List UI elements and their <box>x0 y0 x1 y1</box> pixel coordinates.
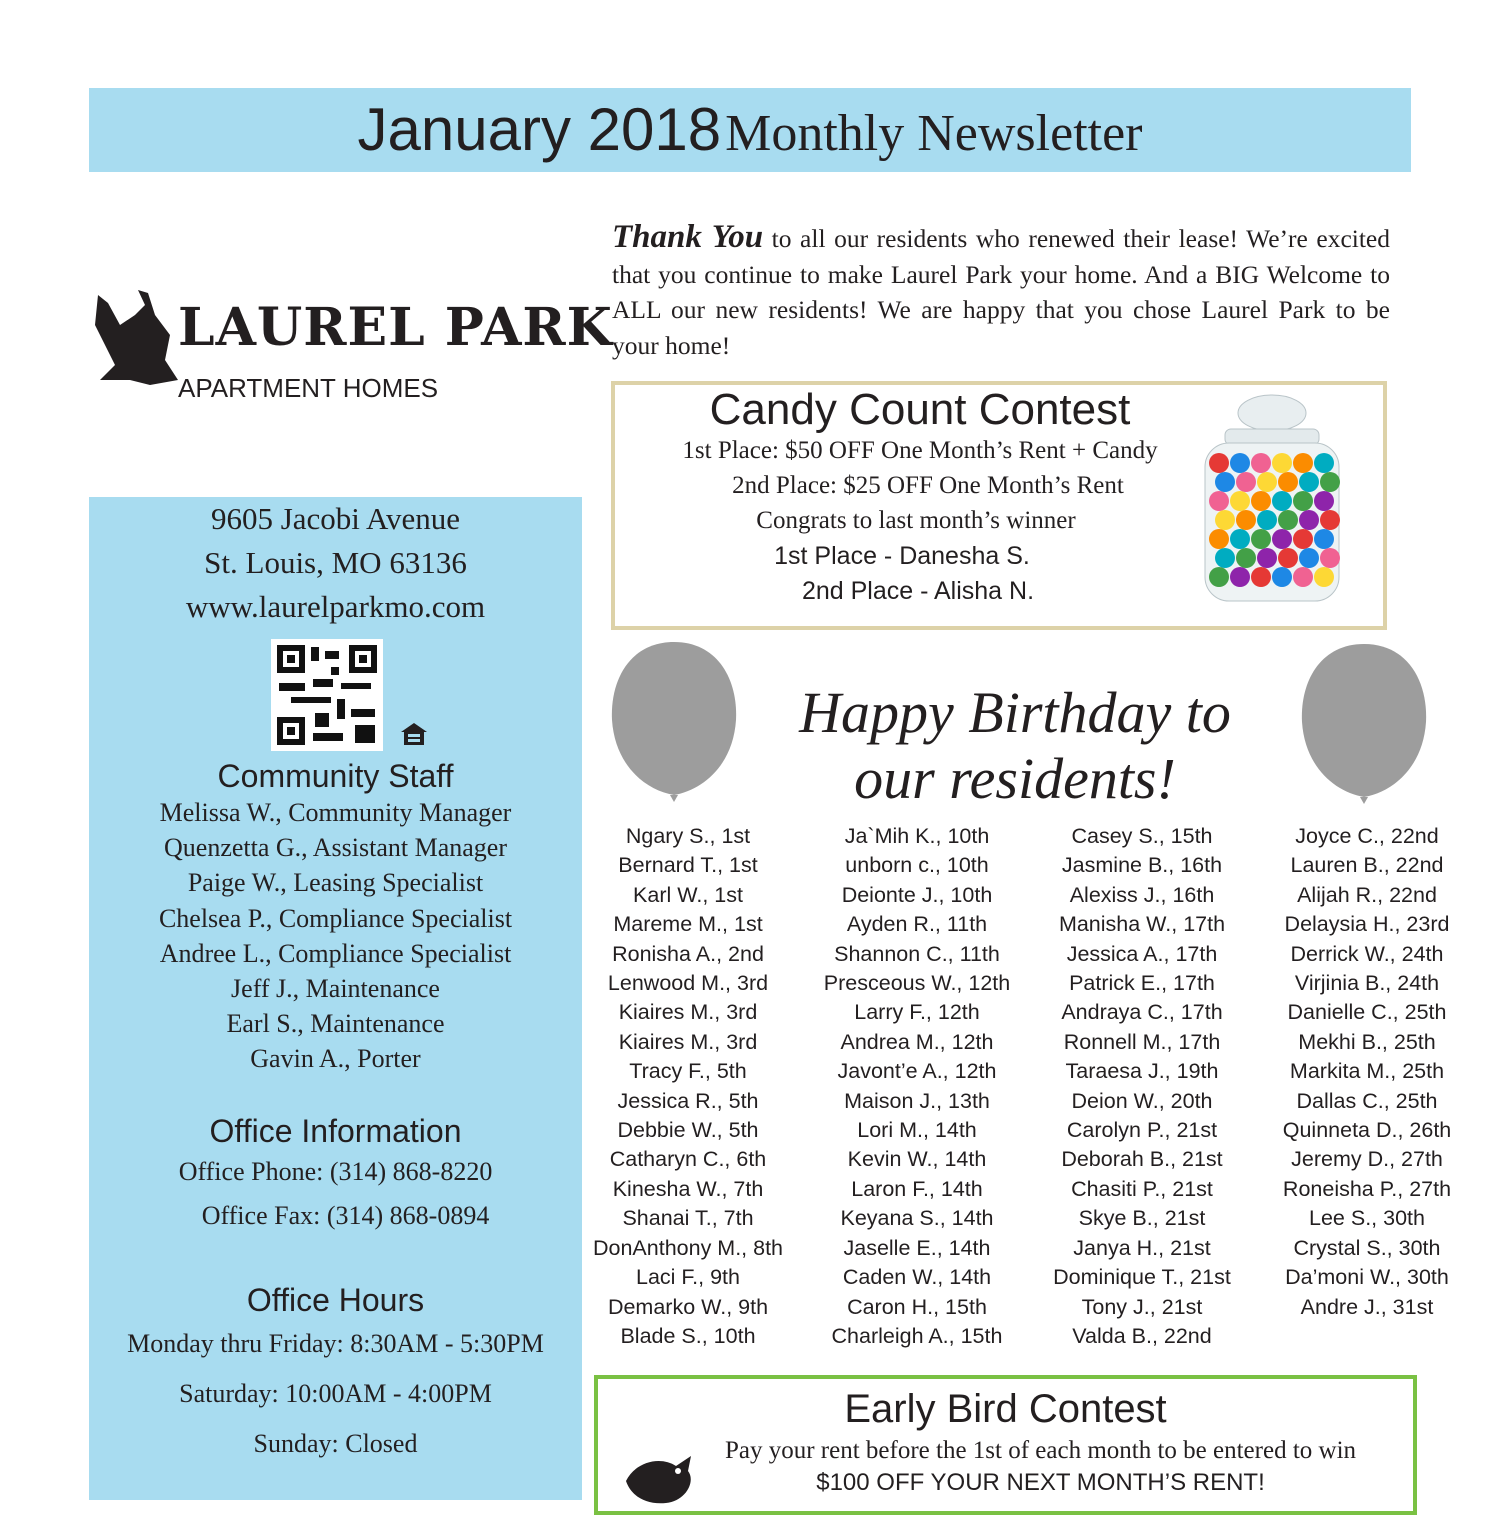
intro-text: to all our residents who renewed their lease! We’re excited that you continue to make Laurel Park your home. And a BIG Welcome to ALL our new residents! We are happy that you chose Laurel Park to be your home! <box>612 224 1391 360</box>
gumball <box>1293 491 1313 511</box>
early-bird-box <box>594 1375 1417 1515</box>
newsletter-header <box>89 88 1411 172</box>
staff-member: Chelsea P., Compliance Specialist <box>158 903 513 933</box>
qr-code-icon <box>271 639 383 751</box>
gumball <box>1293 453 1313 473</box>
birthday-entry: Shanai T., 7th <box>622 1206 754 1231</box>
birthday-entry: Skye B., 21st <box>1078 1206 1206 1231</box>
birthday-entry: Laci F., 9th <box>636 1265 740 1290</box>
birthday-entry: Delaysia H., 23rd <box>1284 912 1450 937</box>
birthday-line-2: our residents! <box>854 746 1176 811</box>
staff-member: Melissa W., Community Manager <box>159 798 512 827</box>
gumball <box>1251 453 1271 473</box>
gumball <box>1272 453 1292 473</box>
birthday-entry: Jasmine B., 16th <box>1061 853 1223 878</box>
birthday-entry: Jessica A., 17th <box>1066 941 1218 966</box>
birthday-entry: Mareme M., 1st <box>613 912 763 937</box>
birthday-entry: Debbie W., 5th <box>617 1118 759 1143</box>
gumball <box>1299 510 1319 530</box>
birthday-entry: Derrick W., 24th <box>1290 941 1444 966</box>
hours-heading: Office Hours <box>246 1281 425 1318</box>
gumball <box>1251 567 1271 587</box>
birthday-entry: Jessica R., 5th <box>617 1088 759 1113</box>
staff-member: Paige W., Leasing Specialist <box>187 868 484 898</box>
gumball <box>1293 529 1313 549</box>
birthday-entry: Lee S., 30th <box>1309 1206 1425 1231</box>
staff-member: Jeff J., Maintenance <box>231 974 440 1004</box>
candy-contest-box <box>611 381 1387 630</box>
birthday-entry: Dallas C., 25th <box>1296 1088 1438 1113</box>
birthday-column-3 <box>1022 822 1262 1351</box>
birthday-entry: Maison J., 13th <box>844 1088 990 1113</box>
title-sub: Monthly Newsletter <box>725 105 1143 162</box>
birthday-column-4 <box>1247 822 1487 1322</box>
hours-weekday: Monday thru Friday: 8:30AM - 5:30PM <box>127 1328 544 1358</box>
gumball <box>1236 510 1256 530</box>
equal-housing-icon <box>399 721 429 747</box>
office-fax: Office Fax: (314) 868-0894 <box>201 1200 490 1230</box>
birthday-entry: Deionte J., 10th <box>841 882 993 907</box>
birthday-column-2 <box>797 822 1037 1351</box>
birthday-entry: Ngary S., 1st <box>625 824 751 848</box>
gumball <box>1278 510 1298 530</box>
gumball <box>1230 491 1250 511</box>
birthday-entry: Tony J., 21st <box>1081 1294 1203 1319</box>
staff-heading: Community Staff <box>217 758 454 794</box>
birthday-entry: Dominique T., 21st <box>1053 1265 1231 1290</box>
gumball <box>1209 567 1229 587</box>
gumball <box>1236 472 1256 492</box>
birthday-entry: Kiaires M., 3rd <box>618 1000 758 1025</box>
gumball <box>1278 472 1298 492</box>
birthday-entry: Valda B., 22nd <box>1072 1323 1212 1348</box>
gumball <box>1215 548 1235 568</box>
candy-title: Candy Count Contest <box>709 385 1131 434</box>
birthday-entry: Markita M., 25th <box>1289 1059 1445 1084</box>
logo-name: LAUREL PARK <box>178 297 613 358</box>
gumball <box>1320 472 1340 492</box>
gumball <box>1209 453 1229 473</box>
hours-sunday: Sunday: Closed <box>253 1428 418 1458</box>
birthday-entry: Virjinia B., 24th <box>1294 971 1440 996</box>
qr-row <box>89 639 582 754</box>
candy-second-prize: 2nd Place: $25 OFF One Month’s Rent <box>732 472 1124 499</box>
birthday-entry: Tracy F., 5th <box>629 1059 747 1084</box>
birthday-entry: Patrick E., 17th <box>1069 971 1215 996</box>
birthday-entry: Alexiss J., 16th <box>1069 882 1215 907</box>
birthday-entry: Jeremy D., 27th <box>1291 1147 1443 1172</box>
intro-paragraph <box>612 220 1390 363</box>
horse-rider-icon <box>90 285 180 395</box>
birthday-line-1: Happy Birthday to <box>799 680 1231 745</box>
birthday-entry: Blade S., 10th <box>620 1323 756 1348</box>
gumball <box>1230 453 1250 473</box>
birthday-entry: Janya H., 21st <box>1073 1235 1211 1260</box>
birthday-entry: Deion W., 20th <box>1071 1088 1213 1113</box>
birthday-entry: Roneisha P., 27th <box>1282 1176 1452 1201</box>
gumball <box>1314 567 1334 587</box>
staff-member: Gavin A., Porter <box>250 1044 421 1074</box>
birthday-entry: Catharyn C., 6th <box>609 1147 767 1172</box>
gumball <box>1320 510 1340 530</box>
birthday-entry: Carolyn P., 21st <box>1066 1118 1218 1143</box>
birthday-entry: Demarko W., 9th <box>607 1294 769 1319</box>
staff-member: Quenzetta G., Assistant Manager <box>164 833 507 863</box>
staff-member: Earl S., Maintenance <box>226 1009 445 1039</box>
early-bird-text: Pay your rent before the 1st of each month to be entered to win <box>724 1437 1357 1464</box>
office-heading: Office Information <box>209 1112 462 1149</box>
gumball <box>1251 491 1271 511</box>
birthday-entry: Deborah B., 21st <box>1061 1147 1223 1172</box>
staff-member: Andree L., Compliance Specialist <box>159 938 512 968</box>
early-bird-title: Early Bird Contest <box>844 1387 1167 1431</box>
birthday-entry: unborn c., 10th <box>845 853 989 878</box>
birthday-entry: Ronisha A., 2nd <box>612 941 764 966</box>
birthday-entry: Karl W., 1st <box>633 882 743 907</box>
title-month: January 2018 <box>357 96 722 163</box>
gumball <box>1320 548 1340 568</box>
birthday-entry: Andre J., 31st <box>1300 1294 1434 1319</box>
birthday-entry: Bernard T., 1st <box>618 853 758 878</box>
gumball <box>1293 567 1313 587</box>
gumball <box>1257 510 1277 530</box>
birthday-entry: Larry F., 12th <box>854 1000 980 1025</box>
birthday-entry: Lenwood M., 3rd <box>607 971 769 996</box>
thank-you-lead: Thank You <box>612 219 764 255</box>
birthday-entry: Manisha W., 17th <box>1058 912 1226 937</box>
birthday-entry: Laron F., 14th <box>851 1176 983 1201</box>
birthday-entry: Kevin W., 14th <box>847 1147 987 1172</box>
gumball <box>1272 567 1292 587</box>
gumball <box>1257 472 1277 492</box>
info-sidebar <box>89 497 582 1500</box>
gumball <box>1299 472 1319 492</box>
gumball <box>1272 529 1292 549</box>
early-bird-prize: $100 OFF YOUR NEXT MONTH’S RENT! <box>816 1469 1265 1496</box>
birthday-entry: Quinneta D., 26th <box>1282 1118 1452 1143</box>
office-phone: Office Phone: (314) 868-8220 <box>178 1156 493 1186</box>
balloon-left-icon <box>608 640 740 810</box>
birthday-entry: Da’moni W., 30th <box>1285 1265 1449 1290</box>
birthday-entry: Alijah R., 22nd <box>1297 882 1437 907</box>
candy-jar-image <box>1195 391 1350 606</box>
birthday-entry: Ja`Mih K., 10th <box>844 824 990 848</box>
birthday-entry: Ronnell M., 17th <box>1063 1029 1221 1054</box>
birthday-entry: Caron H., 15th <box>847 1294 987 1319</box>
birthday-entry: Casey S., 15th <box>1071 824 1213 848</box>
birthday-entry: Crystal S., 30th <box>1293 1235 1441 1260</box>
candy-first-prize: 1st Place: $50 OFF One Month’s Rent + Candy <box>682 437 1158 464</box>
birthday-entry: Lauren B., 22nd <box>1290 853 1444 878</box>
address-street: 9605 Jacobi Avenue <box>210 501 461 536</box>
gumball <box>1209 529 1229 549</box>
birthday-entry: Jaselle E., 14th <box>843 1235 991 1260</box>
bird-icon <box>616 1441 706 1511</box>
birthday-entry: Caden W., 14th <box>842 1265 992 1290</box>
gumball <box>1314 453 1334 473</box>
staff-list <box>89 795 582 1077</box>
birthday-entry: Andrea M., 12th <box>840 1029 994 1054</box>
gumball <box>1209 491 1229 511</box>
birthday-entry: Mekhi B., 25th <box>1298 1029 1436 1054</box>
address-city: St. Louis, MO 63136 <box>204 545 467 580</box>
birthday-entry: Presceous W., 12th <box>823 971 1011 996</box>
gumball <box>1257 548 1277 568</box>
gumball <box>1314 491 1334 511</box>
birthday-entry: Shannon C., 11th <box>834 941 1000 966</box>
laurel-park-logo <box>90 285 613 410</box>
gumball <box>1278 548 1298 568</box>
birthday-entry: Taraesa J., 19th <box>1065 1059 1219 1084</box>
candy-winner-second: 2nd Place - Alisha N. <box>801 577 1035 605</box>
gumball <box>1299 548 1319 568</box>
balloon-right-icon <box>1298 642 1430 812</box>
gumball <box>1215 510 1235 530</box>
website-link[interactable]: www.laurelparkmo.com <box>185 589 486 624</box>
gumball <box>1251 529 1271 549</box>
birthday-entry: Keyana S., 14th <box>840 1206 994 1231</box>
birthday-entry: Joyce C., 22nd <box>1295 824 1439 848</box>
birthday-entry: Chasiti P., 21st <box>1071 1176 1213 1201</box>
birthday-entry: DonAnthony M., 8th <box>592 1235 784 1260</box>
birthday-entry: Andraya C., 17th <box>1061 1000 1223 1025</box>
gumball <box>1215 472 1235 492</box>
birthday-entry: Kiaires M., 3rd <box>618 1029 758 1054</box>
logo-tagline: APARTMENT HOMES <box>178 373 439 403</box>
hours-saturday: Saturday: 10:00AM - 4:00PM <box>179 1378 492 1408</box>
birthday-heading <box>740 680 1290 812</box>
candy-congrats: Congrats to last month’s winner <box>756 507 1076 534</box>
gumball <box>1314 529 1334 549</box>
birthday-entry: Ayden R., 11th <box>846 912 988 937</box>
birthday-column-1 <box>568 822 808 1351</box>
gumball <box>1230 567 1250 587</box>
gumball <box>1272 491 1292 511</box>
gumball <box>1230 529 1250 549</box>
candy-winner-first: 1st Place - Danesha S. <box>774 542 1030 570</box>
birthday-entry: Lori M., 14th <box>857 1118 977 1143</box>
birthday-entry: Javont’e A., 12th <box>837 1059 997 1084</box>
birthday-entry: Danielle C., 25th <box>1287 1000 1447 1025</box>
gumball <box>1236 548 1256 568</box>
birthday-entry: Kinesha W., 7th <box>612 1176 764 1201</box>
birthday-entry: Charleigh A., 15th <box>831 1323 1003 1348</box>
